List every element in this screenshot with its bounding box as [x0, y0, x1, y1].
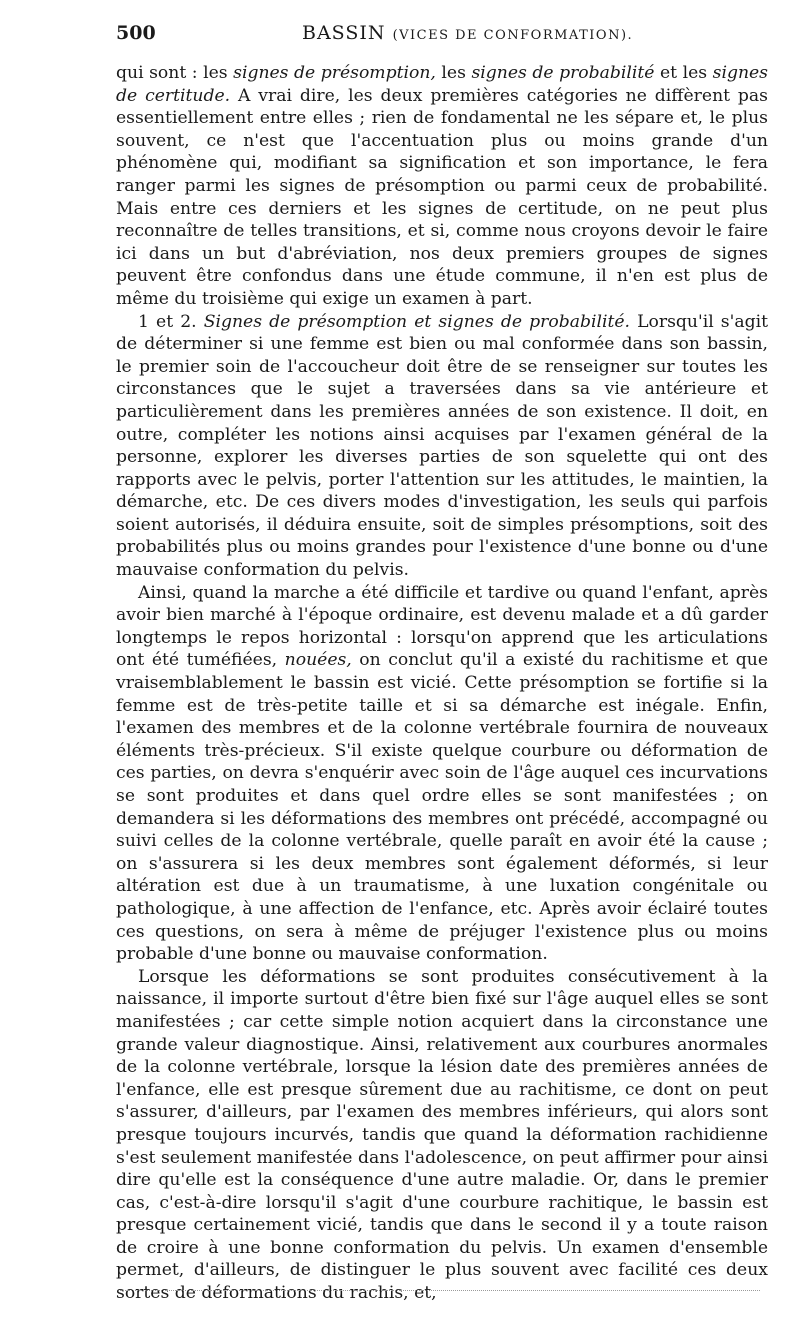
paragraph-text: Lorsqu'il s'agit de déterminer si une femme est bien ou mal conformée dans son bassin, le premier soin de l'accoucheur doit être de se renseigner sur toutes les circonstances que le sujet a traversées dans sa vie antérieure et particulièrement dans les premières années de son existence. Il doit, en outre, compléter les notions ainsi acquises par l'examen général de la personne, explorer les diverses parties de son squelette qui ont des rapports avec le pelvis, porter l'attention sur les attitudes, le maintien, la démarche, etc. De ces divers modes d'investigation, les seuls qui parfois soient autorisés, il déduira ensuite, soit de simples présomptions, soit des probabilités plus ou moins grandes pour l'existence d'une bonne ou d'une mauvaise conformation du pelvis. [116, 311, 768, 581]
book-page [116, 22, 768, 1305]
paragraph-text: 1 et 2. [138, 311, 204, 332]
paragraph [116, 966, 768, 1305]
italic-text: signes de certitude. [116, 63, 769, 106]
paragraph [116, 62, 768, 311]
running-head [116, 22, 768, 62]
paragraph-text: on conclut qu'il a existé du rachitisme et que vraisemblablement le bassin est vicié. Cette présomption se fortifie si la femme est de très-petite taille et si sa démarche est inégale. Enfin, l'examen des membres et de la colonne vertébrale fournira de nouveaux éléments très-précieux. S'il existe quelque courbure ou déformation de ces parties, on devra s'enquérir avec soin de l'âge auquel ces incurvations se sont produites et dans quel ordre elles se sont manifestées ; on demandera si les déformations des membres ont précédé, accompagné ou suivi celles de la colonne vertébrale, quelle paraît en avoir été la cause ; on s'assurera si les deux membres sont également déformés, si leur altération est due à un traumatisme, à une luxation congénitale ou pathologique, à une affection de l'enfance, etc. Après avoir éclairé toutes ces questions, on sera à même de préjuger l'existence plus ou moins probable d'une bonne ou mauvaise conformation. [116, 650, 768, 965]
italic-text: Signes de présomption et signes de probabilité. [203, 311, 630, 332]
paragraph [116, 582, 768, 966]
paragraph [116, 311, 768, 582]
paragraph-text: et les [654, 63, 713, 83]
paragraph-text: qui sont : les [116, 63, 234, 83]
page-number: 500 [116, 22, 156, 44]
page-bottom-rule [120, 1290, 760, 1291]
italic-text: signes de probabilité [471, 63, 655, 83]
paragraph-text: Ainsi, quand la marche a été difficile et tardive ou quand l'enfant, après avoir bien marché à l'époque ordinaire, est devenu malade et a dû garder longtemps le repos horizontal : lorsqu'on apprend que les articulations ont été tuméfiées, [116, 582, 768, 671]
paragraph-text: A vrai dire, les deux premières catégories ne diffèrent pas essentiellement entre elles ; rien de fondamental ne les sépare et, le plus souvent, ce n'est que l'accentuation plus ou moins grande d'un phénomène qui, modifiant sa signification et son importance, le fera ranger parmi les signes de présomption ou parmi ceux de probabilité. Mais entre ces derniers et les signes de certitude, on ne peut plus reconnaître de telles transitions, et si, comme nous croyons devoir le faire ici dans un but d'abréviation, nos deux premiers groupes de signes peuvent être confondus dans une étude commune, il n'en est plus de même du troisième qui exige un examen à part. [116, 85, 769, 309]
body-text [116, 62, 768, 1305]
paragraph-text: les [435, 63, 472, 83]
italic-text: nouées, [284, 650, 352, 671]
running-title-subtitle: (VICES DE CONFORMATION). [392, 28, 634, 43]
running-title-main: BASSIN [302, 22, 386, 44]
running-title [302, 22, 633, 44]
italic-text: signes de présomption, [233, 63, 436, 83]
paragraph-text: Lorsque les déformations se sont produites consécutivement à la naissance, il importe surtout d'être bien fixé sur l'âge auquel elles se sont manifestées ; car cette simple notion acquiert dans la circonstance une grande valeur diagnostique. Ainsi, relativement aux courbures anormales de la colonne vertébrale, lorsque la lésion date des premières années de l'enfance, elle est presque sûrement due au rachitisme, ce dont on peut s'assurer, d'ailleurs, par l'examen des membres inférieurs, qui alors sont presque toujours incurvés, tandis que quand la déformation rachidienne s'est seulement manifestée dans l'adolescence, on peut affirmer pour ainsi dire qu'elle est la conséquence d'une autre maladie. Or, dans le premier cas, c'est-à-dire lorsqu'il s'agit d'une courbure rachitique, le bassin est presque certainement vicié, tandis que dans le second il y a toute raison de croire à une bonne conformation du pelvis. Un examen d'ensemble permet, d'ailleurs, de distinguer le plus souvent avec facilité ces deux sortes de déformations du rachis, et, [116, 966, 768, 1304]
